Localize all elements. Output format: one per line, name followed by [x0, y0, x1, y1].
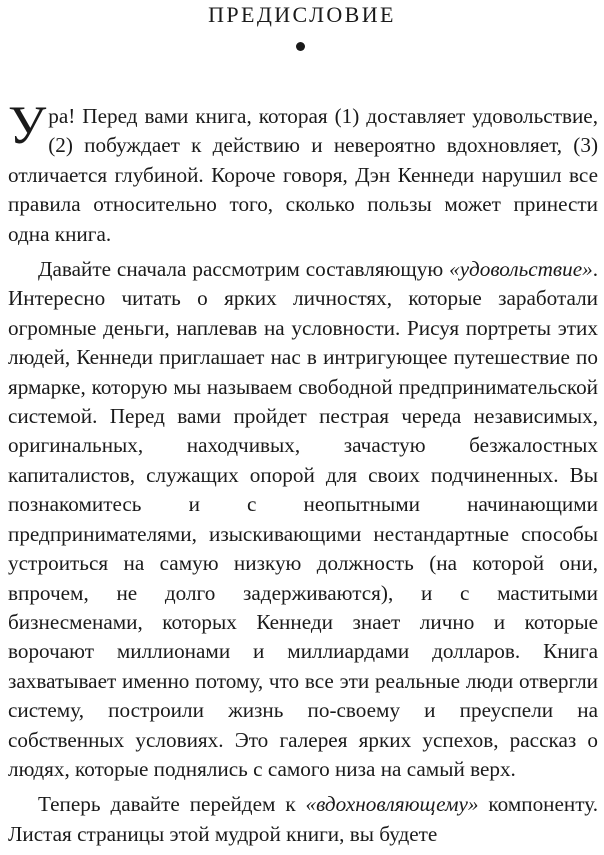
drop-cap: У — [8, 95, 47, 155]
paragraph-3 — [8, 790, 598, 849]
paragraph-2-text: . Интересно читать о ярких личностях, которые заработали огромные деньги, наплевав на условности. Рисуя портреты этих людей, Кеннеди приглашает нас в интригующее путешествие по ярмарке, которую мы называем свободной предпринимательской системой. Перед вами пройдет пестрая череда независимых, оригинальных, находчивых, зачастую безжалостных капиталистов, служащих опорой для своих подчиненных. Вы познакомитесь и с неопытными начинающими предпринимателями, изыскивающими нестандартные способы устроиться на самую низкую должность (на которой они, впрочем, не долго задерживаются), и с маститыми бизнесменами, которых Кеннеди знает лично и которые ворочают миллионами и миллиардами долларов. Книга захватывает именно потому, что все эти реальные люди отвергли систему, построили жизнь по-своему и преуспели на собственных условиях. Это галерея ярких успехов, рассказ о людях, которые поднялись с самого низа на самый верх. — [8, 257, 598, 781]
paragraph-1 — [8, 95, 598, 249]
chapter-title: ПРЕДИСЛОВИЕ — [208, 2, 396, 27]
paragraph-2-italic: «удовольствие» — [449, 257, 593, 282]
paragraph-3-lead: Теперь давайте перейдем к — [38, 792, 306, 817]
body-text — [8, 95, 598, 855]
paragraph-3-text: компоненту. Листая страницы этой мудрой книги, вы будете — [8, 792, 598, 846]
paragraph-2-lead: Давайте сначала рассмотрим составляющую — [38, 257, 450, 282]
title-bullet-ornament — [296, 42, 305, 51]
paragraph-2 — [8, 255, 598, 784]
paragraph-1-text: ра! Перед вами книга, которая (1) доставляет удовольствие, (2) побуждает к действию и невероятно вдохновляет, (3) отличается глубиной. Короче говоря, Дэн Кеннеди нарушил все правила относительно того, сколько пользы может принести одна книга. — [8, 104, 598, 246]
paragraph-3-italic: «вдохновляющему» — [305, 792, 479, 817]
